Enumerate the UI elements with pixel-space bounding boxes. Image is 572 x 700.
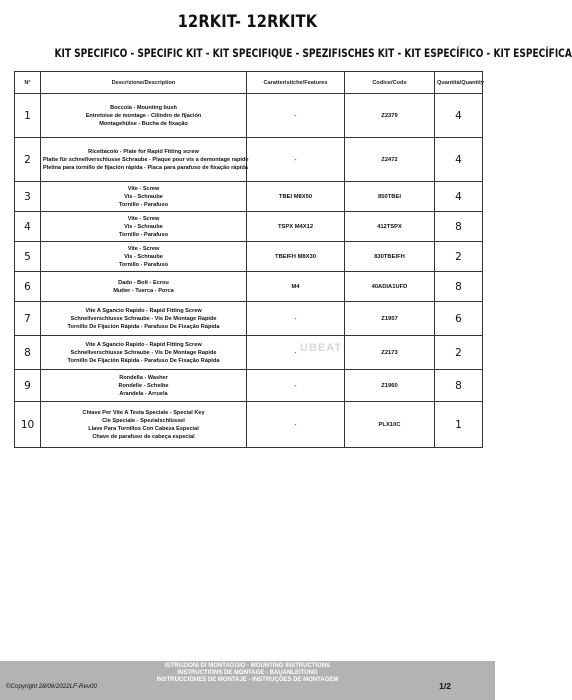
description-line: Tornillo De Fijación Rápida - Parafuso De Fixação Rápida (67, 323, 220, 330)
item-quantity: 6 (435, 302, 483, 336)
item-number: 4 (15, 212, 41, 242)
description-line: Tornillo - Parafuso (119, 261, 168, 268)
item-features: TSPX M4X12 (247, 212, 345, 242)
description-line: Chave de parafuso de cabeça especial (92, 433, 195, 440)
footer-instructions (0, 663, 495, 684)
description-line: Ricettacolo - Plate for Rapid Fitting screw (88, 148, 199, 155)
item-code: 412TSPX (345, 212, 435, 242)
description-line: Vite - Screw (127, 185, 160, 192)
page-subtitle: KIT SPECIFICO - SPECIFIC KIT - KIT SPECIFIQUE - SPEZIFISCHES KIT - KIT ESPECÍFICO - KIT ESPECÍFICA (54, 46, 572, 60)
description-line: Tornillo - Parafuso (119, 201, 168, 208)
description-line: Llave Para Tornillos Con Cabeza Especial (88, 425, 199, 432)
item-features: - (247, 336, 345, 370)
item-number: 1 (15, 94, 41, 138)
item-number: 7 (15, 302, 41, 336)
table-row (15, 94, 483, 138)
item-description (41, 94, 247, 138)
item-code: Z2379 (345, 94, 435, 138)
col-header-features: Caratteristiche/Features (247, 72, 345, 94)
description-line: Boccola - Mounting bush (110, 104, 177, 111)
copyright-text: ©Copyright 28/06/2022LF-Rev00 (6, 683, 97, 690)
description-line: Schnellverschlusse Schraube - Vis De Montage Rapide (70, 315, 217, 322)
item-features: TBEI M8X50 (247, 182, 345, 212)
item-quantity: 2 (435, 336, 483, 370)
item-code: Z1960 (345, 370, 435, 402)
item-description (41, 212, 247, 242)
description-line: Rondelle - Scheibe (118, 382, 169, 389)
item-number: 9 (15, 370, 41, 402)
table-header-row (15, 72, 483, 94)
page-number: 1/2 (439, 681, 451, 691)
watermark-text: UBEAT (300, 342, 343, 354)
item-description (41, 138, 247, 182)
item-code: 40ADIA1UFD (345, 272, 435, 302)
item-quantity: 1 (435, 402, 483, 448)
item-features: - (247, 370, 345, 402)
description-line: Vis - Schraube (124, 253, 163, 260)
table-row (15, 402, 483, 448)
description-line: Vite - Screw (127, 245, 160, 252)
footer-instruction-line: INSTRUCTIONS DE MONTAGE - BAUANLEITUNG (177, 670, 318, 676)
parts-table (14, 71, 483, 448)
item-quantity: 8 (435, 370, 483, 402)
item-features: - (247, 402, 345, 448)
item-code: Z2472 (345, 138, 435, 182)
item-number: 2 (15, 138, 41, 182)
item-features: - (247, 94, 345, 138)
footer-instruction-line: INSTRUCCIONES DE MONTAJE - INSTRUÇÕES DE MONTAGEM (156, 677, 339, 683)
item-quantity: 4 (435, 94, 483, 138)
item-features: - (247, 302, 345, 336)
description-line: Tornillo - Parafuso (119, 231, 168, 238)
item-quantity: 4 (435, 182, 483, 212)
col-header-description: Descrizione/Description (41, 72, 247, 94)
description-line: Arandela - Arruela (119, 390, 168, 397)
item-number: 8 (15, 336, 41, 370)
item-code: Z1957 (345, 302, 435, 336)
item-description (41, 272, 247, 302)
col-header-number: N° (15, 72, 41, 94)
item-number: 5 (15, 242, 41, 272)
description-line: Vis - Schraube (124, 193, 163, 200)
item-code: 850TBEI (345, 182, 435, 212)
item-description (41, 302, 247, 336)
table-row (15, 212, 483, 242)
table-row (15, 138, 483, 182)
table-row (15, 242, 483, 272)
footer-instruction-line: ISTRUZIONI DI MONTAGGIO - MOUNTING INSTRUCTIONS (164, 663, 331, 669)
item-quantity: 8 (435, 212, 483, 242)
item-description (41, 402, 247, 448)
item-number: 6 (15, 272, 41, 302)
item-quantity: 8 (435, 272, 483, 302)
item-features: M4 (247, 272, 345, 302)
table-row (15, 336, 483, 370)
description-line: Vite A Sgancio Rapido - Rapid Fitting Screw (85, 341, 202, 348)
description-line: Plelina para tornillo de fijación rápida - Placa para parafuso de fixação rápida (43, 164, 248, 171)
description-line: Mutter - Tuerca - Porca (113, 287, 174, 294)
description-line: Platte für schnellverschlusse Schraube - Plaque pour vis a demontage rapide (43, 156, 249, 163)
item-description (41, 242, 247, 272)
item-code: PLX10C (345, 402, 435, 448)
item-description (41, 182, 247, 212)
footer-bar (0, 661, 495, 700)
item-number: 10 (15, 402, 41, 448)
description-line: Schnellverschlusse Schraube - Vis De Montage Rapide (70, 349, 217, 356)
description-line: Vite A Sgancio Rapido - Rapid Fitting Screw (85, 307, 202, 314)
item-description (41, 336, 247, 370)
description-line: Vite - Screw (127, 215, 160, 222)
table-row (15, 272, 483, 302)
table-row (15, 370, 483, 402)
description-line: Cle Speciale - Spezialschlüssel (102, 417, 185, 424)
item-features: - (247, 138, 345, 182)
table-row (15, 182, 483, 212)
item-quantity: 2 (435, 242, 483, 272)
item-features: TBEIFH M8X30 (247, 242, 345, 272)
description-line: Montagehülse - Bucha de fixação (99, 120, 188, 127)
col-header-code: Codice/Code (345, 72, 435, 94)
item-code: Z2173 (345, 336, 435, 370)
description-line: Dado - Bolt - Ecrou (118, 279, 169, 286)
description-line: Tornillo De Fijación Rápida - Parafuso De Fixação Rápida (67, 357, 220, 364)
description-line: Rondella - Washer (119, 374, 168, 381)
item-quantity: 4 (435, 138, 483, 182)
item-code: 830TBEIFH (345, 242, 435, 272)
item-number: 3 (15, 182, 41, 212)
description-line: Vis - Schraube (124, 223, 163, 230)
item-description (41, 370, 247, 402)
description-line: Entretoise de montage - Cilindro de fijación (85, 112, 202, 119)
page-title: 12RKIT- 12RKITK (177, 12, 318, 32)
table-row (15, 302, 483, 336)
col-header-quantity: Quantità/Quantity (435, 72, 483, 94)
description-line: Chiave Per Vite A Testa Speciale - Special Key (82, 409, 205, 416)
